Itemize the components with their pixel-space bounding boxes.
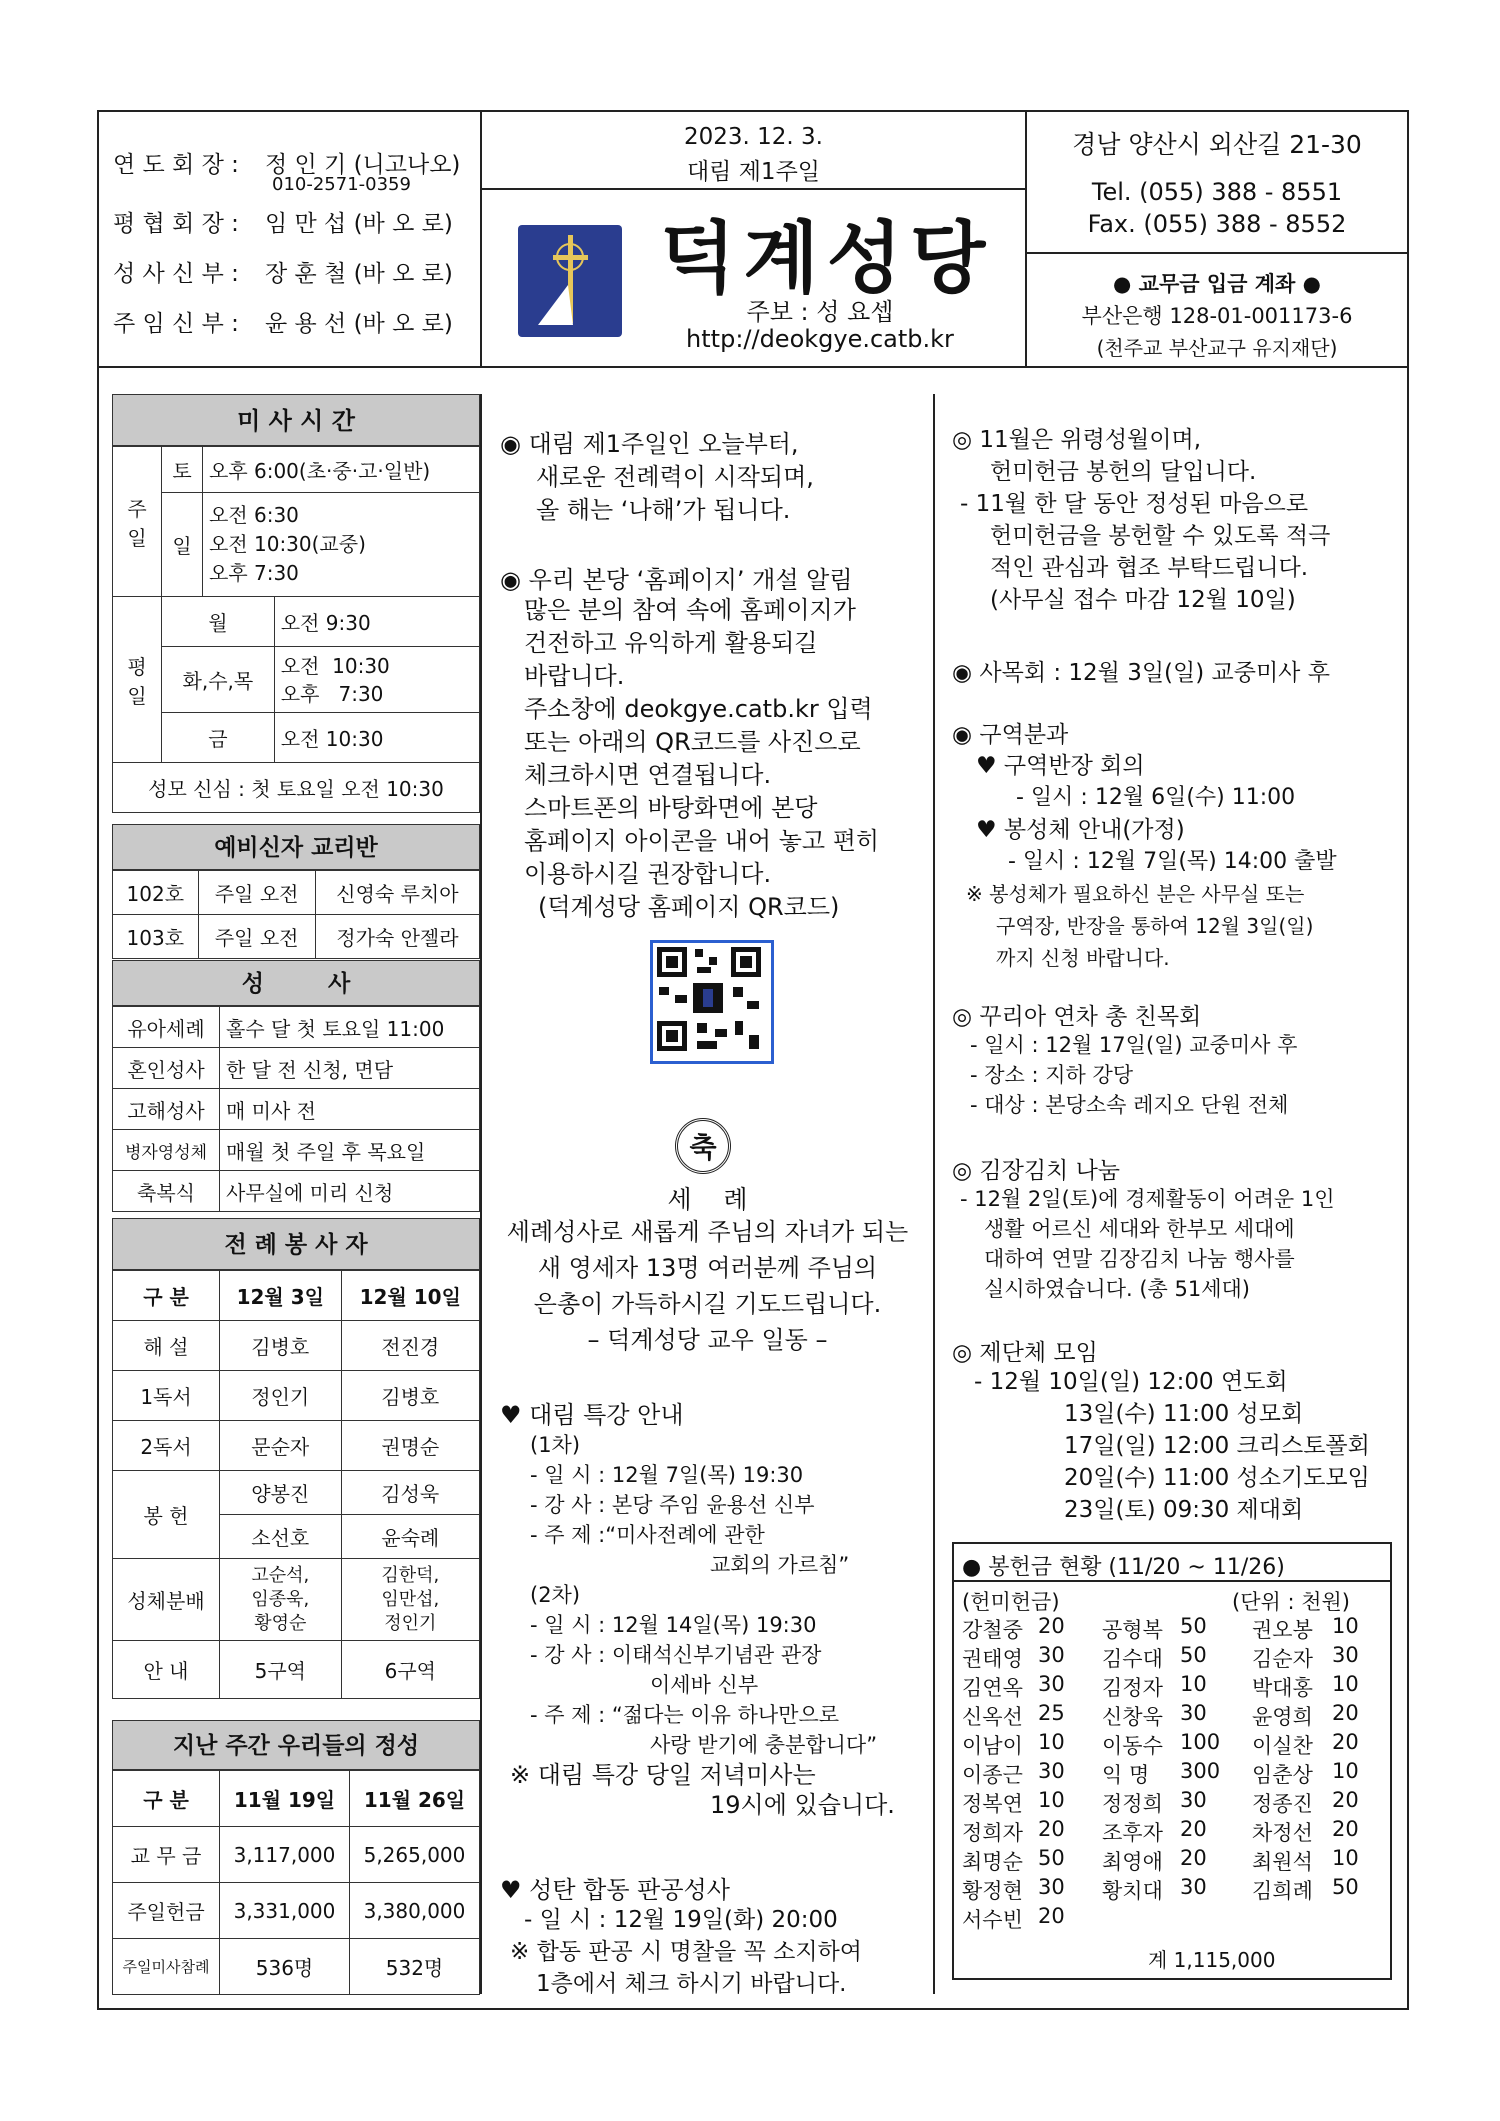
donation-amount: 30 [1038,1875,1065,1899]
donor-name: 권태영 [962,1647,1023,1671]
notice-line: 또는 아래의 QR코드를 사진으로 [524,728,861,756]
donor-name: 김연옥 [962,1676,1023,1700]
notice-line: 이용하시길 권장합니다. [524,860,772,888]
curia-title: ◎ 꾸리아 연차 총 친목회 [952,1004,1202,1030]
donation-amount: 25 [1038,1701,1065,1725]
officer-role: 연 도 회 장 : [113,152,239,178]
donation-sub-right: (단위 : 천원) [1232,1590,1350,1614]
donor-name: 서수빈 [962,1908,1023,1932]
account-number: 부산은행 128-01-001173-6 [1081,304,1353,328]
donor-name: 황치대 [1102,1879,1163,1903]
sacrament-name: 혼인성사 [113,1048,220,1089]
offering-label: 교 무 금 [113,1827,220,1883]
baptism-line: – 덕계성당 교우 일동 – [587,1326,828,1354]
advent-line: - 일 시 : 12월 14일(목) 19:30 [530,1613,817,1637]
notice-line: 스마트폰의 바탕화면에 본당 [524,794,818,822]
donation-amount: 20 [1332,1701,1359,1725]
minister-name: 김한덕, 임만섭, 정인기 [341,1559,479,1641]
donor-name: 신옥선 [962,1705,1023,1729]
donation-amount: 20 [1180,1846,1207,1870]
officer-name: 정 인 기 (니고나오) [265,152,461,178]
homepage-notice-body [524,594,879,924]
donor-name: 박대홍 [1252,1676,1313,1700]
notice-line: ◉ 대림 제1주일인 오늘부터, [500,430,799,458]
district-title: ◉ 구역분과 [952,722,1069,748]
donation-sub-left: (헌미헌금) [962,1590,1060,1614]
sun-time: 오전 10:30(교중) [209,532,366,556]
homepage-notice-title: ◉ 우리 본당 ‘홈페이지’ 개설 알림 [500,566,853,594]
notice-line: 체크하시면 연결됩니다. [524,761,772,789]
sun-time: 오전 6:30 [209,503,299,527]
cat-time: 주일 오전 [198,871,315,915]
notice-line: 홈페이지 아이콘을 내어 놓고 편히 [524,827,880,855]
donation-amount: 30 [1038,1672,1065,1696]
confession-title: ♥ 성탄 합동 판공성사 [500,1876,730,1904]
kimchi-title: ◎ 김장김치 나눔 [952,1158,1120,1184]
weekday-time: 오전 9:30 [274,597,479,647]
weekday-time: 오전 10:30 오후 7:30 [274,647,479,713]
donor-name: 이동수 [1102,1734,1163,1758]
donor-name: 김순자 [1252,1647,1313,1671]
donation-amount: 10 [1332,1614,1359,1638]
donor-name: 정복연 [962,1792,1023,1816]
offering-value: 3,380,000 [350,1883,480,1939]
advent-line: - 강 사 : 이태석신부기념관 관장 [530,1643,822,1667]
advent-lecture-body [510,1430,895,1820]
cat-teacher: 신영숙 루치아 [315,871,479,915]
officer-role: 주 임 신 부 : [113,311,239,337]
november-notice [952,424,1330,616]
offering-value: 532명 [350,1939,480,1995]
baptism-line: 새 영세자 13명 여러분께 주님의 [537,1254,878,1282]
notice-line: ◎ 11월은 위령성월이며, [952,427,1202,453]
donation-amount: 10 [1332,1846,1359,1870]
sacrament-name: 축복식 [113,1171,220,1212]
sacrament-name: 고해성사 [113,1089,220,1130]
notice-line: 많은 분의 참여 속에 홈페이지가 [524,596,856,624]
offerings-head: 구 분 [113,1771,220,1827]
mass-title: 미 사 시 간 [112,394,480,446]
notice-line: - 11월 한 달 동안 정성된 마음으로 [960,491,1309,517]
donation-amount: 20 [1038,1904,1065,1928]
donation-amount: 20 [1332,1788,1359,1812]
donor-name: 김희례 [1252,1879,1313,1903]
offering-value: 3,331,000 [220,1883,350,1939]
groups-title: ◎ 제단체 모임 [952,1340,1098,1366]
donor-name: 임춘상 [1252,1763,1313,1787]
donor-name: 이남이 [962,1734,1023,1758]
offering-label: 주일미사참례 [113,1939,220,1995]
advent-line: - 주 제 :“미사전례에 관한 [530,1523,765,1547]
weekday-label: 평 일 [113,597,162,763]
curia-line: - 일시 : 12월 17일(일) 교중미사 후 [970,1033,1298,1057]
minister-name: 정인기 [220,1371,342,1421]
curia-line: - 장소 : 지하 강당 [970,1063,1134,1087]
notice-liturgical-year [500,428,814,527]
sacrament-info: 한 달 전 신청, 면담 [220,1048,480,1089]
baptism-title: 세 례 [667,1185,748,1214]
sacrament-name: 병자영성체 [113,1130,220,1171]
donor-name: 강철중 [962,1618,1023,1642]
pastoral-council: ◉ 사목회 : 12월 3일(일) 교중미사 후 [952,660,1330,686]
sacrament-info: 매월 첫 주일 후 목요일 [220,1130,480,1171]
cat-room: 103호 [113,915,199,959]
donor-name: 윤영희 [1252,1705,1313,1729]
minister-name: 김성욱 [341,1471,479,1515]
curia-line: - 대상 : 본당소속 레지오 단원 전체 [970,1093,1289,1117]
notice-line: (덕계성당 홈페이지 QR코드) [538,893,840,921]
fax: Fax. (055) 388 - 8552 [1087,210,1347,238]
donation-amount: 50 [1180,1643,1207,1667]
advent-line: (2차) [530,1583,581,1607]
donor-name: 정종진 [1252,1792,1313,1816]
homepage-qr-code[interactable] [650,940,774,1064]
baptism-message [482,1214,933,1358]
advent-line: 사랑 받기에 충분합니다” [650,1733,878,1757]
sacraments-title: 성 사 [112,960,480,1006]
officer-name: 임 만 섭 (바 오 로) [265,211,453,237]
donation-amount: 50 [1038,1846,1065,1870]
minister-role: 해 설 [113,1321,220,1371]
advent-line: 이세바 신부 [650,1673,759,1697]
offerings-table [112,1770,480,1995]
advent-line: 19시에 있습니다. [710,1791,895,1819]
minister-role: 성체분배 [113,1559,220,1641]
kimchi-line: 실시하였습니다. (총 51세대) [984,1277,1250,1301]
curia-body [970,1030,1297,1120]
church-logo [518,225,622,337]
officer-name: 윤 용 선 (바 오 로) [265,311,453,337]
sat-label: 토 [162,447,203,493]
donation-amount: 20 [1332,1817,1359,1841]
donation-amount: 10 [1332,1672,1359,1696]
offerings-title: 지난 주간 우리들의 정성 [112,1720,480,1770]
minister-name: 김병호 [341,1371,479,1421]
donation-amount: 20 [1332,1730,1359,1754]
offering-value: 536명 [220,1939,350,1995]
ministers-head: 구 분 [113,1271,220,1321]
offering-value: 5,265,000 [350,1827,480,1883]
donation-amount: 100 [1180,1730,1221,1754]
donation-amount: 50 [1332,1875,1359,1899]
donor-name: 최명순 [962,1850,1023,1874]
donor-name: 김수대 [1102,1647,1163,1671]
donation-amount: 50 [1180,1614,1207,1638]
minister-role: 2독서 [113,1421,220,1471]
cat-room: 102호 [113,871,199,915]
notice-line: 올 해는 ‘나해’가 됩니다. [536,496,791,524]
sacrament-info: 사무실에 미리 신청 [220,1171,480,1212]
sacrament-info: 홀수 달 첫 토요일 11:00 [220,1007,480,1048]
kimchi-body [960,1184,1335,1304]
catechumen-table [112,870,480,959]
church-name: 덕계성당 [660,214,994,304]
minister-name: 김병호 [220,1321,342,1371]
minister-name: 소선호 [220,1515,342,1559]
minister-name: 6구역 [341,1641,479,1699]
sun-label: 일 [162,493,203,597]
address: 경남 양산시 외산길 21-30 [1072,130,1362,159]
notice-line: (사무실 접수 마감 12월 10일) [990,587,1296,613]
advent-line: ※ 대림 특강 당일 저녁미사는 [510,1761,816,1789]
kimchi-line: 대하여 연말 김장김치 나눔 행사를 [984,1247,1295,1271]
confession-line: - 일 시 : 12월 19일(화) 20:00 [524,1907,838,1933]
advent-line: (1차) [530,1433,581,1457]
donation-amount: 20 [1180,1817,1207,1841]
district-line: - 일시 : 12월 7일(목) 14:00 출발 [1008,849,1337,874]
donation-amount: 10 [1038,1788,1065,1812]
minister-name: 문순자 [220,1421,342,1471]
minister-role: 안 내 [113,1641,220,1699]
kimchi-line: - 12월 2일(토)에 경제활동이 어려운 1인 [960,1187,1335,1211]
donation-amount: 30 [1038,1759,1065,1783]
minister-role: 1독서 [113,1371,220,1421]
baptism-line: 세례성사로 새롭게 주님의 자녀가 되는 [506,1218,909,1246]
header-date-divider [480,188,1025,190]
donor-name: 최영애 [1102,1850,1163,1874]
notice-line: 헌미헌금 봉헌의 달입니다. [990,459,1257,485]
donor-name: 최원석 [1252,1850,1313,1874]
minister-name: 양봉진 [220,1471,342,1515]
mass-table [112,446,480,813]
qr-code-icon [653,943,765,1055]
notice-line: 바랍니다. [524,662,625,690]
advent-line: - 강 사 : 본당 주임 윤용선 신부 [530,1493,815,1517]
cross-icon [518,225,622,337]
cat-time: 주일 오전 [198,915,315,959]
donation-amount: 10 [1180,1672,1207,1696]
donor-name: 황정현 [962,1879,1023,1903]
account-owner: (천주교 부산교구 유지재단) [1096,336,1338,360]
officer-role: 성 사 신 부 : [113,261,239,287]
donor-name: 조후자 [1102,1821,1163,1845]
minister-name: 고순석, 임종욱, 황영순 [220,1559,342,1641]
notice-line: 건전하고 유익하게 활용되길 [524,629,818,657]
notice-line: 새로운 전례력이 시작되며, [536,463,814,491]
header-bottom-divider [97,366,1409,368]
column-divider-right [933,394,935,1994]
minister-name: 전진경 [341,1321,479,1371]
donor-name: 정정희 [1102,1792,1163,1816]
offering-label: 주일헌금 [113,1883,220,1939]
patron-saint: 주보 : 성 요셉 [746,298,894,326]
kimchi-line: 생활 어르신 세대와 한부모 세대에 [984,1217,1295,1241]
sacraments-table [112,1006,480,1212]
group-line: 23일(토) 09:30 제대회 [1064,1497,1304,1523]
offerings-head: 11월 19일 [220,1771,350,1827]
officer-role: 평 협 회 장 : [113,211,239,237]
donation-amount: 30 [1180,1701,1207,1725]
issue-date: 2023. 12. 3. [684,124,823,150]
minister-name: 권명순 [341,1421,479,1471]
district-line: ♥ 구역반장 회의 [976,753,1145,779]
offerings-head: 11월 26일 [350,1771,480,1827]
donation-title: ● 봉헌금 현황 (11/20 ~ 11/26) [962,1555,1285,1580]
ministers-head: 12월 10일 [341,1271,479,1321]
offering-value: 3,117,000 [220,1827,350,1883]
donation-amount: 30 [1038,1643,1065,1667]
sat-time: 오후 6:00(초·중·고·일반) [203,447,480,493]
ministers-title: 전 례 봉 사 자 [112,1218,480,1270]
advent-lecture-title: ♥ 대림 특강 안내 [500,1401,684,1429]
donation-total: 계 1,115,000 [1148,1948,1276,1972]
notice-line: 헌미헌금을 봉헌할 수 있도록 적극 [990,523,1331,549]
sunday-label: 주 일 [113,447,162,597]
donor-name: 공형복 [1102,1618,1163,1642]
donor-name: 이실찬 [1252,1734,1313,1758]
holy-hour: 성모 신심 : 첫 토요일 오전 10:30 [113,763,480,813]
donor-name: 김정자 [1102,1676,1163,1700]
sun-times [203,493,480,597]
district-line: 구역장, 반장을 통하여 12월 3일(일) [996,914,1314,938]
district-line: - 일시 : 12월 6일(수) 11:00 [1016,785,1296,810]
minister-name: 5구역 [220,1641,342,1699]
tel: Tel. (055) 388 - 8551 [1091,178,1343,206]
group-line: 13일(수) 11:00 성모회 [1064,1401,1304,1427]
district-line: 까지 신청 바랍니다. [996,946,1170,970]
donation-amount: 30 [1180,1875,1207,1899]
sacrament-info: 매 미사 전 [220,1089,480,1130]
cat-teacher: 정가숙 안젤라 [315,915,479,959]
parish-url[interactable]: http://deokgye.catb.kr [686,325,954,353]
groups-body [974,1366,1370,1526]
weekday: 금 [162,713,275,763]
district-body [966,750,1337,974]
officer-name: 장 훈 철 (바 오 로) [265,261,453,287]
notice-line: 주소창에 deokgye.catb.kr 입력 [524,695,873,723]
sacrament-name: 유아세례 [113,1007,220,1048]
group-line: - 12월 10일(일) 12:00 연도회 [974,1369,1288,1395]
weekday: 화,수,목 [162,647,275,713]
notice-line: 적인 관심과 협조 부탁드립니다. [990,555,1309,581]
minister-role: 봉 헌 [113,1471,220,1559]
confession-line: 1층에서 체크 하시기 바랍니다. [536,1971,847,1997]
donation-amount: 30 [1180,1788,1207,1812]
ministers-table [112,1270,480,1699]
confession-body [510,1904,862,2000]
donation-amount: 20 [1038,1817,1065,1841]
donation-amount: 10 [1332,1759,1359,1783]
donor-name: 이종근 [962,1763,1023,1787]
group-line: 17일(일) 12:00 크리스토폴회 [1064,1433,1370,1459]
donor-name: 차정선 [1252,1821,1313,1845]
officer-phone: 010-2571-0359 [272,174,411,195]
advent-line: 교회의 가르침” [710,1553,850,1577]
donor-name: 신창욱 [1102,1705,1163,1729]
donation-amount: 300 [1180,1759,1221,1783]
ministers-head: 12월 3일 [220,1271,342,1321]
weekday-time: 오전 10:30 [274,713,479,763]
donor-name: 익 명 [1102,1763,1150,1787]
donor-name: 권오봉 [1252,1618,1313,1642]
minister-name: 윤숙례 [341,1515,479,1559]
account-title: ● 교무금 입금 계좌 ● [1113,272,1321,296]
baptism-line: 은총이 가득하시길 기도드립니다. [533,1290,882,1318]
weekday: 월 [162,597,275,647]
group-line: 20일(수) 11:00 성소기도모임 [1064,1465,1370,1491]
donation-amount: 10 [1038,1730,1065,1754]
sun-time: 오후 7:30 [209,561,299,585]
district-line: ♥ 봉성체 안내(가정) [976,817,1185,843]
liturgical-week: 대림 제1주일 [686,159,821,185]
advent-line: - 일 시 : 12월 7일(목) 19:30 [530,1463,804,1487]
header-phone-divider [1025,252,1409,254]
donor-name: 정희자 [962,1821,1023,1845]
celebrate-badge: 축 [675,1118,731,1174]
catechumen-title: 예비신자 교리반 [112,824,480,870]
donation-amount: 20 [1038,1614,1065,1638]
district-line: ※ 봉성체가 필요하신 분은 사무실 또는 [966,882,1305,906]
donation-amount: 30 [1332,1643,1359,1667]
confession-line: ※ 합동 판공 시 명찰을 꼭 소지하여 [510,1939,862,1965]
advent-line: - 주 제 : “젊다는 이유 하나만으로 [530,1703,840,1727]
